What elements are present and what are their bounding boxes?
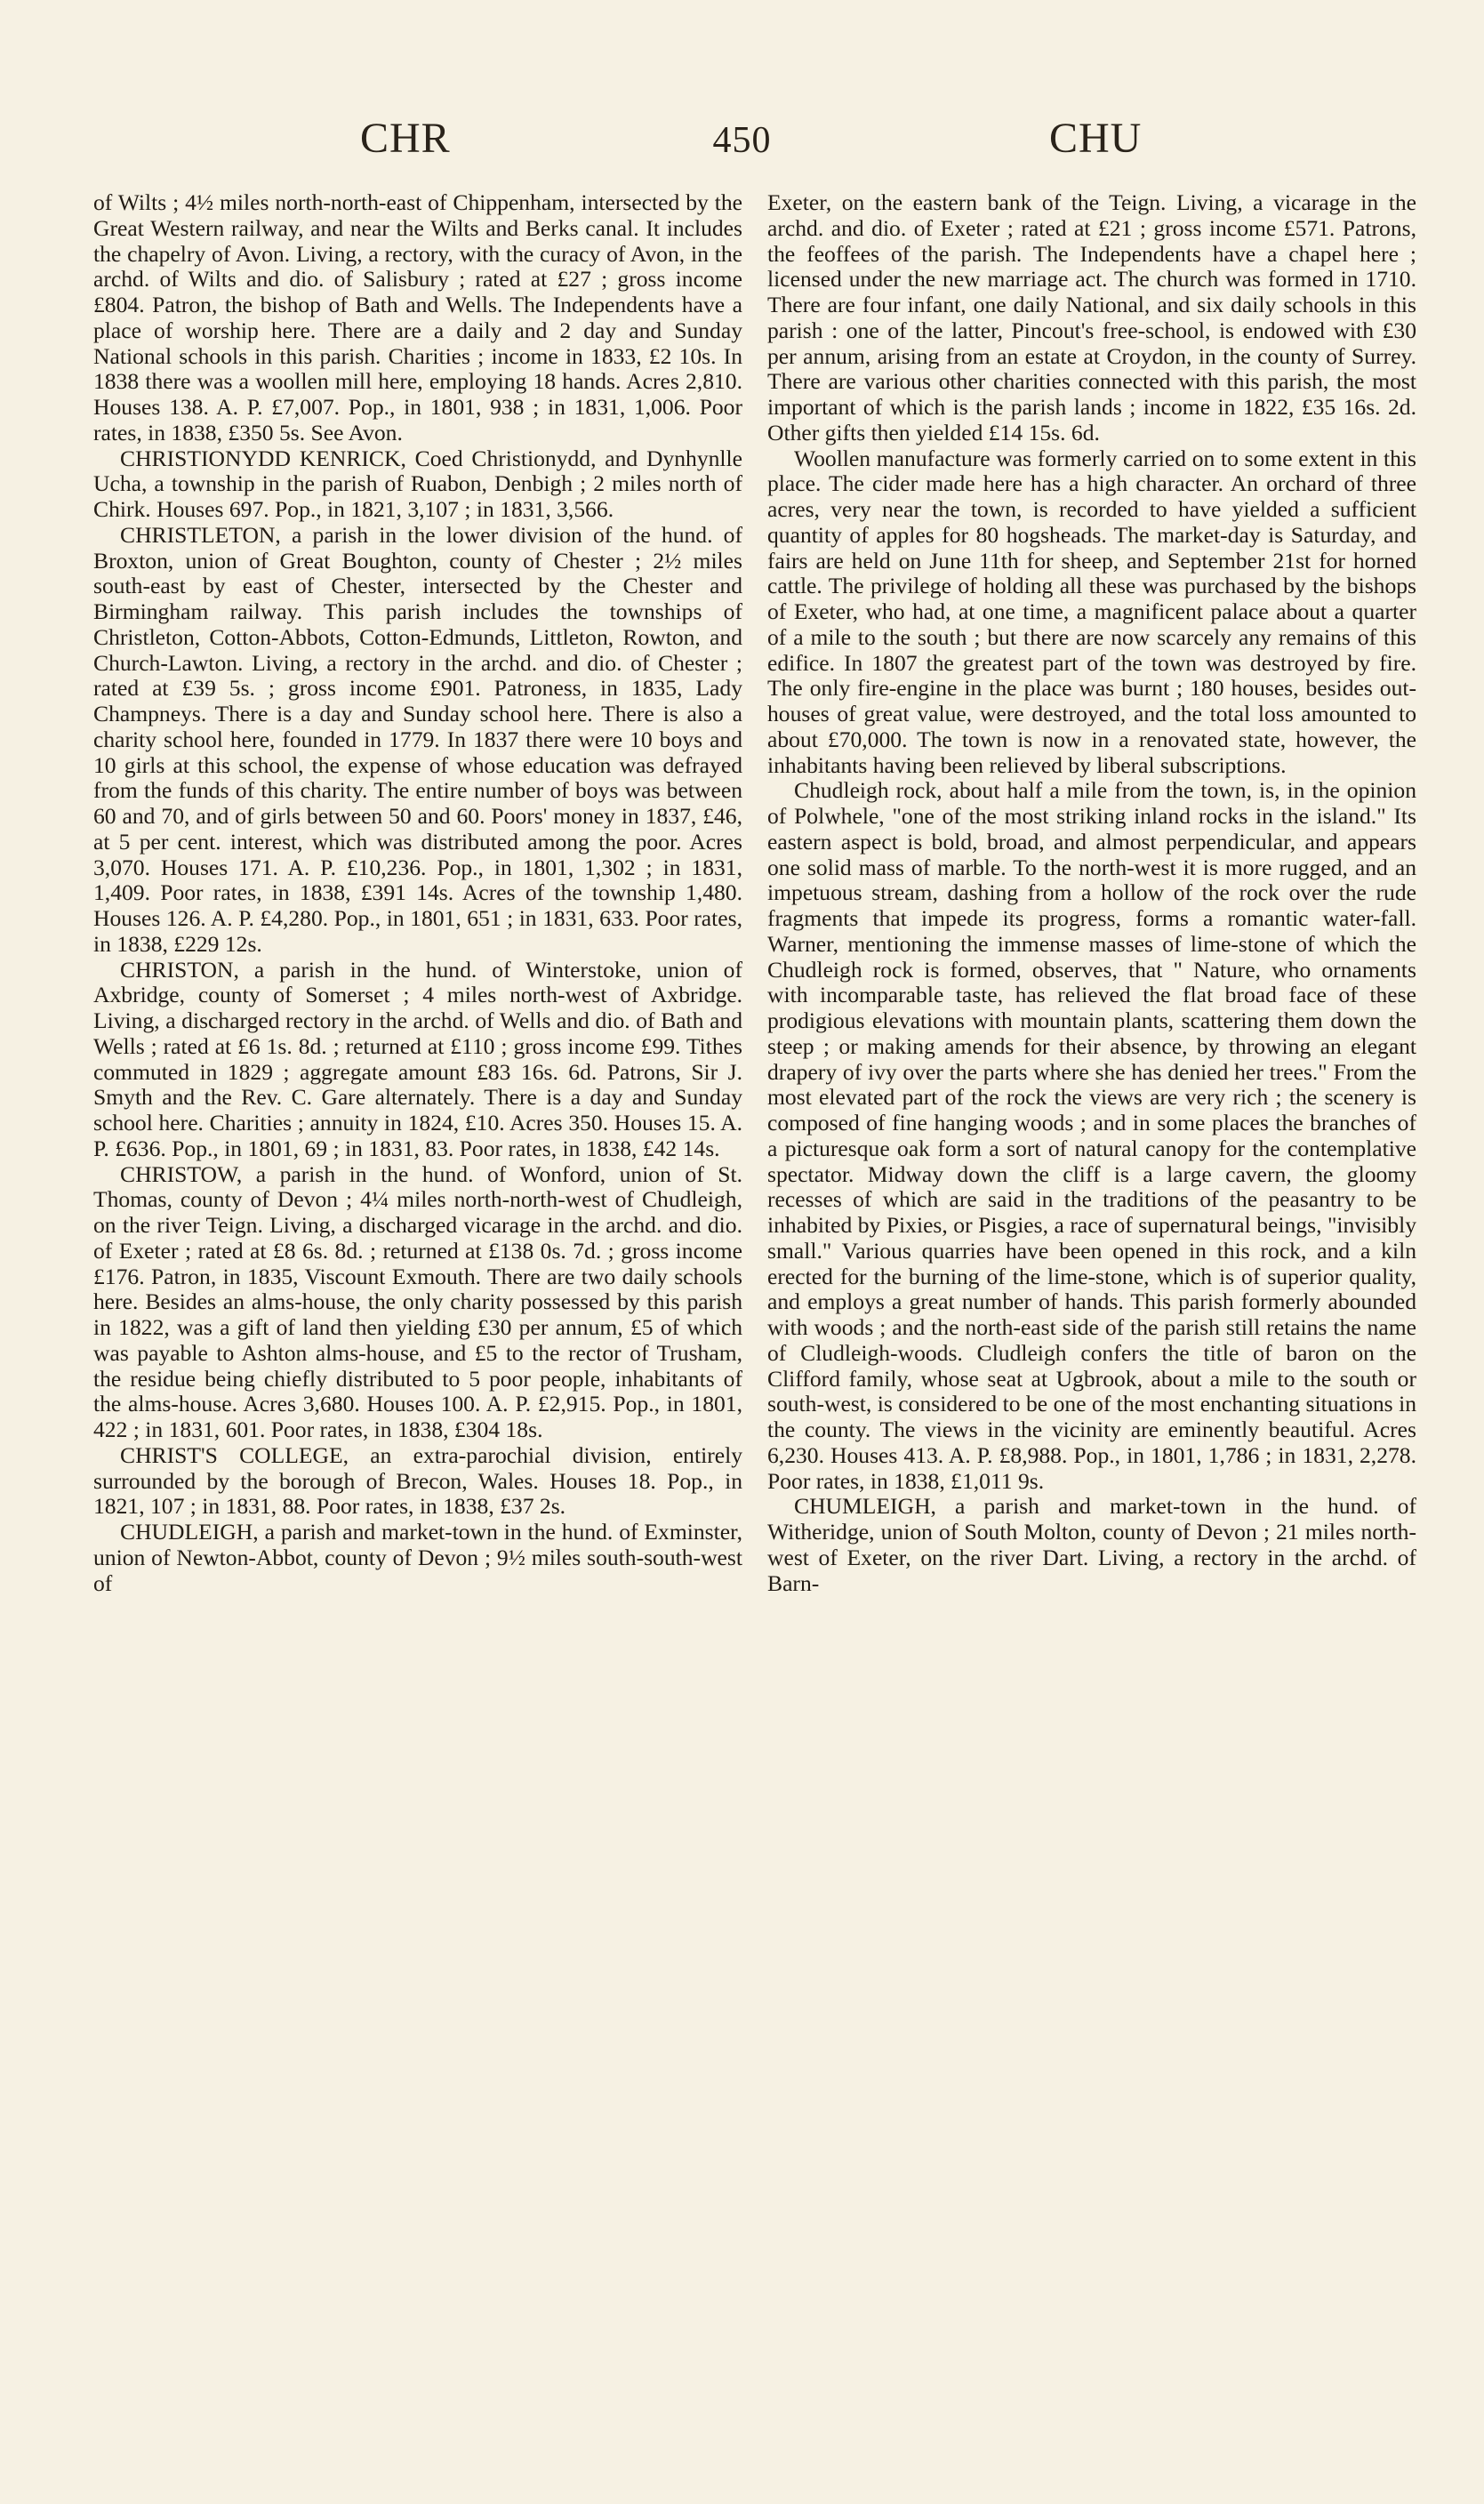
page-number: 450 — [712, 120, 772, 161]
running-header — [0, 114, 1484, 176]
entry-paragraph: CHRISTLETON, a parish in the lower division of the hund. of Broxton, union of Great Boughton, county of Chester ; 2½ miles south-east by east of Chester, intersected by the Chester and Birmingham railway. This parish includes the townships of Christleton, Cotton-Abbots, Cotton-Edmunds, Littleton, Rowton, and Church-Lawton. Living, a rectory in the archd. and dio. of Chester ; rated at £39 5s. ; gross income £901. Patroness, in 1835, Lady Champneys. There is a day and Sunday school here. There is also a charity school here, founded in 1779. In 1837 there were 10 boys and 10 girls at this school, the expense of whose education was defrayed from the funds of this charity. The entire number of boys was between 60 and 70, and of girls between 50 and 60. Poors' money in 1837, £46, at 5 per cent. interest, which was distributed among the poor. Acres 3,070. Houses 171. A. P. £10,236. Pop., in 1801, 1,302 ; in 1831, 1,409. Poor rates, in 1838, £391 14s. Acres of the township 1,480. Houses 126. A. P. £4,280. Pop., in 1801, 651 ; in 1831, 633. Poor rates, in 1838, £229 12s. — [93, 521, 742, 957]
entry-paragraph: Chudleigh rock, about half a mile from the town, is, in the opinion of Polwhele, "one of the most striking inland rocks in the island." Its eastern aspect is bold, broad, and almost perpendicular, and appears one solid mass of marble. To the north-west it is more rugged, and an impetuous stream, dashing from a hollow of the rock over the rude fragments that impede its progress, forms a romantic water-fall. Warner, mentioning the immense masses of lime-stone of which the Chudleigh rock is formed, observes, that " Nature, who ornaments with incomparable taste, has relieved the flat broad face of these prodigious elevations with mountain plants, scattering them down the steep ; or making amends for their absence, by throwing an elegant drapery of ivy over the parts where she has denied her trees." From the most elevated part of the rock the views are very rich ; the scenery is composed of fine hanging woods ; and in some places the branches of a picturesque oak form a sort of natural canopy for the contemplative spectator. Midway down the cliff is a large cavern, the gloomy recesses of which are said in the traditions of the peasantry to be inhabited by Pixies, or Pisgies, a race of supernatural beings, "invisibly small." Various quarries have been opened in this rock, and a kiln erected for the burning of the lime-stone, which is of superior quality, and employs a great number of hands. This parish formerly abounded with woods ; and the north-east side of the parish still retains the name of Cludleigh-woods. Cludleigh confers the title of baron on the Clifford family, whose seat at Ugbrook, about a mile to the south or south-west, is considered to be one of the most enchanting situations in the county. The views in the vicinity are eminently beautiful. Acres 6,230. Houses 413. A. P. £8,988. Pop., in 1801, 1,786 ; in 1831, 2,278. Poor rates, in 1838, £1,011 9s. — [767, 777, 1416, 1494]
right-column — [767, 190, 1416, 1596]
entry-paragraph: Exeter, on the eastern bank of the Teign. Living, a vicarage in the archd. and dio. of Exeter ; rated at £21 ; gross income £571. Patrons, the feoffees of the parish. The Independents have a chapel here ; licensed under the new marriage act. The church was formed in 1710. There are four infant, one daily National, and six daily schools in this parish : one of the latter, Pincout's free-school, is endowed with £30 per annum, arising from an estate at Croydon, in the county of Surrey. There are various other charities connected with this parish, the most important of which is the parish lands ; income in 1822, £35 16s. 2d. Other gifts then yielded £14 15s. 6d. — [767, 189, 1416, 445]
left-column — [93, 190, 742, 1596]
header-left-keyword: CHR — [360, 115, 451, 162]
entry-paragraph: CHRISTOW, a parish in the hund. of Wonford, union of St. Thomas, county of Devon ; 4¼ miles north-north-west of Chudleigh, on the river Teign. Living, a discharged vicarage in the archd. and dio. of Exeter ; rated at £8 6s. 8d. ; returned at £138 0s. 7d. ; gross income £176. Patron, in 1835, Viscount Exmouth. There are two daily schools here. Besides an alms-house, the only charity possessed by this parish in 1822, was a gift of land then yielding £30 per annum, £5 of which was payable to Ashton alms-house, and £5 to the rector of Trusham, the residue being chiefly distributed to 5 poor people, inhabitants of the alms-house. Acres 3,680. Houses 100. A. P. £2,915. Pop., in 1801, 422 ; in 1831, 601. Poor rates, in 1838, £304 18s. — [93, 1160, 742, 1442]
entry-paragraph: CHRISTON, a parish in the hund. of Winterstoke, union of Axbridge, county of Somerset ; 4 miles north-west of Axbridge. Living, a discharged rectory in the archd. of Wells and dio. of Bath and Wells ; rated at £6 1s. 8d. ; returned at £110 ; gross income £99. Tithes commuted in 1829 ; aggregate amount £83 16s. 6d. Patrons, Sir J. Smyth and the Rev. C. Gare alternately. There is a day and Sunday school here. Charities ; annuity in 1824, £10. Acres 350. Houses 15. A. P. £636. Pop., in 1801, 69 ; in 1831, 83. Poor rates, in 1838, £42 14s. — [93, 956, 742, 1161]
entry-paragraph: CHUDLEIGH, a parish and market-town in the hund. of Exminster, union of Newton-Abbot, county of Devon ; 9½ miles south-south-west of — [93, 1519, 742, 1596]
entry-paragraph: CHRIST'S COLLEGE, an extra-parochial division, entirely surrounded by the borough of Brecon, Wales. Houses 18. Pop., in 1821, 107 ; in 1831, 88. Poor rates, in 1838, £37 2s. — [93, 1441, 742, 1520]
entry-paragraph: CHRISTIONYDD KENRICK, Coed Christionydd, and Dynhynlle Ucha, a township in the parish of Ruabon, Denbigh ; 2 miles north of Chirk. Houses 697. Pop., in 1821, 3,107 ; in 1831, 3,566. — [93, 445, 742, 522]
entry-paragraph: of Wilts ; 4½ miles north-north-east of Chippenham, intersected by the Great Western railway, and near the Wilts and Berks canal. It includes the chapelry of Avon. Living, a rectory, with the curacy of Avon, in the archd. of Wilts and dio. of Salisbury ; rated at £27 ; gross income £804. Patron, the bishop of Bath and Wells. The Independents have a place of worship here. There are a daily and 2 day and Sunday National schools in this parish. Charities ; income in 1833, £2 10s. In 1838 there was a woollen mill here, employing 18 hands. Acres 2,810. Houses 138. A. P. £7,007. Pop., in 1801, 938 ; in 1831, 1,006. Poor rates, in 1838, £350 5s. See Avon. — [93, 189, 742, 445]
entry-paragraph: CHUMLEIGH, a parish and market-town in the hund. of Witheridge, union of South Molton, county of Devon ; 21 miles north-west of Exeter, on the river Dart. Living, a rectory in the archd. of Barn- — [767, 1493, 1416, 1596]
entry-paragraph: Woollen manufacture was formerly carried on to some extent in this place. The cider made here has a high character. An orchard of three acres, very near the town, is recorded to have yielded a sufficient quantity of apples for 80 hogsheads. The market-day is Saturday, and fairs are held on June 11th for sheep, and September 21st for horned cattle. The privilege of holding all these was purchased by the bishops of Exeter, who had, at one time, a magnificent palace about a quarter of a mile to the south ; but there are now scarcely any remains of this edifice. In 1807 the greatest part of the town was destroyed by fire. The only fire-engine in the place was burnt ; 180 houses, besides out-houses of great value, were destroyed, and the total loss amounted to about £70,000. The town is now in a renovated state, however, the inhabitants having been relieved by liberal subscriptions. — [767, 445, 1416, 778]
header-right-keyword: CHU — [1049, 115, 1143, 162]
